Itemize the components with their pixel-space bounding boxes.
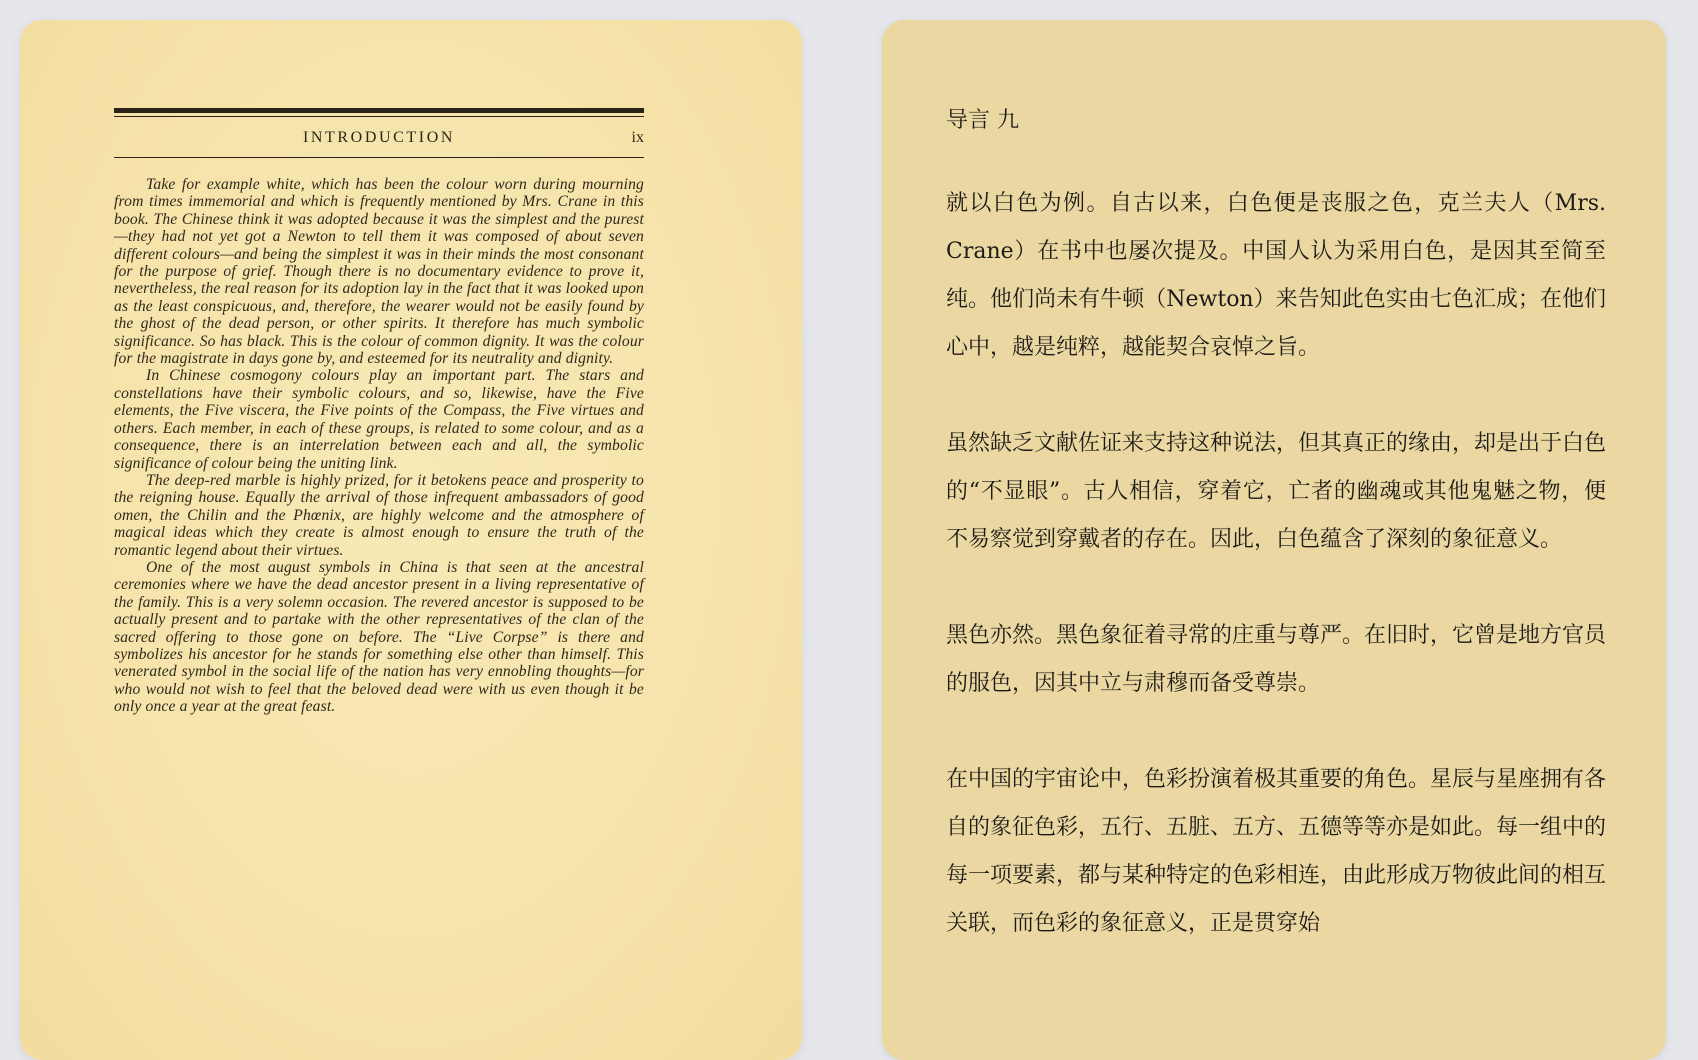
header-rule-bottom <box>114 157 644 158</box>
translation-paragraph: 虽然缺乏文献佐证来支持这种说法，但其真正的缘由，却是出于白色的“不显眼”。古人相信，穿着它，亡者的幽魂或其他鬼魅之物，便不易察觉到穿戴者的存在。因此，白色蕴含了深刻的象征意义。 <box>946 431 1607 552</box>
translation-text <box>946 104 1606 996</box>
translation-paragraph: 在中国的宇宙论中，色彩扮演着极其重要的角色。星辰与星座拥有各自的象征色彩，五行、五脏、五方、五德等等亦是如此。每一组中的每一项要素，都与某种特定的色彩相连，由此形成万物彼此间的相互关联，而色彩的象征意义，正是贯穿始 <box>946 767 1607 936</box>
scan-paragraph: In Chinese cosmogony colours play an important part. The stars and constellations have their symbolic colours, and so, likewise, have the Five elements, the Five viscera, the Five points of the Compass, the Five virtues and others. Each member, in each of these groups, is related to some colour, and as a consequence, there is an interrelation between each and all, the symbolic significance of colour being the uniting link. <box>114 367 644 472</box>
original-scan-panel <box>20 20 802 1060</box>
header-rule-thick <box>114 108 644 113</box>
running-head-title: INTRODUCTION <box>302 129 456 146</box>
scan-body <box>114 176 644 716</box>
scanned-page <box>114 108 644 716</box>
translation-heading: 导言 九 <box>946 108 1019 133</box>
translation-panel <box>882 20 1666 1060</box>
scan-paragraph: Take for example white, which has been the colour worn during mourning from times immemorial and which is frequently mentioned by Mrs. Crane in this book. The Chinese think it was adopted because it was the simplest and the purest—they had not yet got a Newton to tell them it was composed of about seven different colours—and being the simplest it was in their minds the most consonant for the purpose of grief. Though there is no documentary evidence to prove it, nevertheless, the real reason for its adoption lay in the fact that it was looked upon as the least conspicuous, and, therefore, the wearer would not be easily found by the ghost of the dead person, or other spirits. It therefore has much symbolic significance. So has black. This is the colour of common dignity. It was the colour for the magistrate in days gone by, and esteemed for its neutrality and dignity. <box>114 176 644 368</box>
translation-paragraph: 黑色亦然。黑色象征着寻常的庄重与尊严。在旧时，它曾是地方官员的服色，因其中立与肃穆而备受尊崇。 <box>946 623 1607 696</box>
page-number: ix <box>631 129 644 146</box>
translation-paragraph: 就以白色为例。自古以来，白色便是丧服之色，克兰夫人（Mrs. Crane）在书中也屡次提及。中国人认为采用白色，是因其至简至纯。他们尚未有牛顿（Newton）来告知此色实由七色汇成；在他们心中，越是纯粹，越能契合哀悼之旨。 <box>946 191 1606 360</box>
running-head <box>114 117 644 157</box>
scan-paragraph: One of the most august symbols in China is that seen at the ancestral ceremonies where we have the dead ancestor present in a living representative of the family. This is a very solemn occasion. The revered ancestor is supposed to be actually present and to partake with the other representatives of the clan of the sacred offering to those gone on before. The “Live Corpse” is there and symbolizes his ancestor for he stands for something else other than himself. This venerated symbol in the social life of the nation has very ennobling thoughts—for who would not wish to feel that the beloved dead were with us even though it be only once a year at the great feast. <box>114 558 644 716</box>
scan-paragraph: The deep-red marble is highly prized, for it betokens peace and prosperity to the reigning house. Equally the arrival of those infrequent ambassadors of good omen, the Chilin and the Phœnix, are highly welcome and the atmosphere of magical ideas which they create is almost enough to ensure the truth of the romantic legend about their virtues. <box>114 471 644 559</box>
